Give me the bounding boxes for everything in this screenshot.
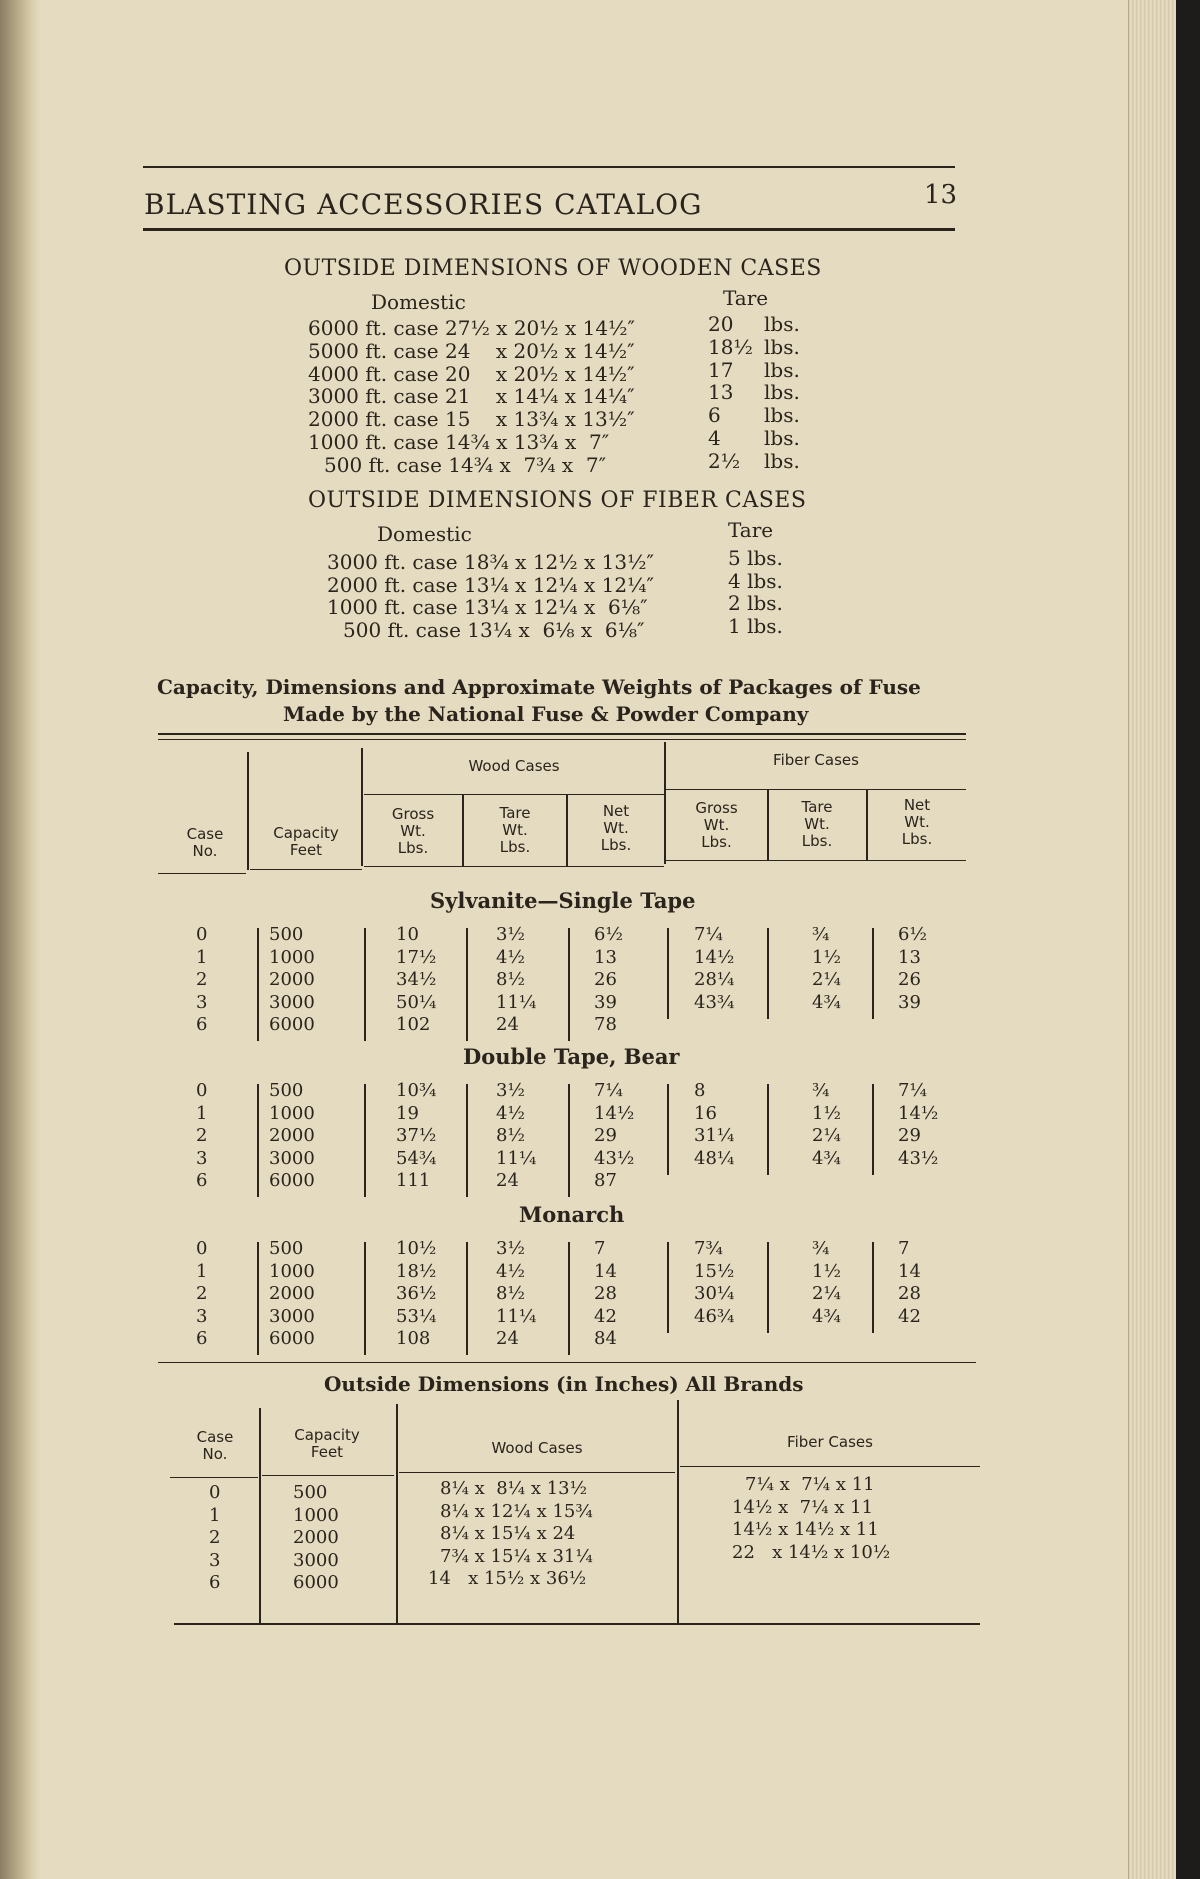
table-cell-case-no: 2: [196, 969, 208, 990]
table-cell-wood-net: 14½: [594, 1102, 635, 1124]
wooden-cases-title: OUTSIDE DIMENSIONS OF WOODEN CASES: [284, 256, 822, 281]
group-column-separator: [568, 928, 570, 1041]
outside-header-rule-fiber: [680, 1466, 980, 1467]
outside-capacity: 3000: [293, 1549, 339, 1571]
table-cell-wood-tare: 4½: [496, 1260, 525, 1282]
outside-header-case-no: Case No.: [196, 1428, 234, 1463]
outside-wood-dimensions: 8¼ x 12¼ x 15¾: [440, 1500, 593, 1522]
wooden-domestic-label: Domestic: [371, 290, 466, 314]
wood-net-header: Net Wt. Lbs.: [600, 802, 632, 854]
outside-capacity: 2000: [293, 1527, 339, 1548]
table-cell-wood-net: 28: [594, 1283, 617, 1304]
table-cell-fiber-gross: 14½: [694, 946, 735, 968]
table-cell-capacity: 1000: [269, 1102, 315, 1124]
capacity-header-capacity: Capacity Feet: [273, 824, 339, 859]
table-cell-wood-net: 84: [594, 1328, 617, 1349]
wooden-case-tare: 20: [708, 312, 734, 336]
wooden-case-dimensions: 1000 ft. case 14¾ x 13¾ x 7″: [308, 430, 610, 454]
table-cell-wood-net: 29: [594, 1125, 617, 1146]
outside-vline-3: [677, 1400, 679, 1623]
outside-case-no: 1: [209, 1504, 221, 1526]
table-cell-case-no: 6: [196, 1014, 208, 1035]
capacity-header-wood-cases: Wood Cases: [468, 757, 560, 775]
wooden-case-tare: 13: [708, 380, 734, 405]
wooden-case-dimensions: 500 ft. case 14¾ x 7¾ x 7″: [324, 452, 607, 477]
table-cell-fiber-net: 26: [898, 969, 921, 990]
table-cell-wood-net: 13: [594, 946, 617, 968]
fiber-tare-header: Tare Wt. Lbs.: [801, 798, 833, 850]
header-bottom-rule: [143, 228, 955, 231]
table-cell-fiber-net: 6½: [898, 924, 927, 945]
fiber-domestic-label: Domestic: [377, 522, 472, 546]
table-cell-wood-gross: 17½: [396, 946, 437, 968]
table-cell-wood-gross: 19: [396, 1102, 419, 1124]
table-cell-wood-net: 7¼: [594, 1080, 623, 1101]
table-cell-fiber-net: 39: [898, 991, 921, 1013]
outside-fiber-dimensions: 14½ x 7¼ x 11: [732, 1496, 874, 1518]
table-cell-wood-net: 26: [594, 969, 617, 990]
table-cell-fiber-tare: 4¾: [812, 991, 841, 1013]
outside-vline-1: [259, 1408, 261, 1623]
table-cell-wood-tare: 11¼: [496, 1305, 537, 1327]
wooden-case-tare: 17: [708, 357, 734, 382]
table-cell-wood-tare: 11¼: [496, 1147, 537, 1169]
fiber-cases-title: OUTSIDE DIMENSIONS OF FIBER CASES: [308, 488, 807, 513]
table-cell-wood-gross: 108: [396, 1328, 431, 1349]
group-column-separator: [257, 1242, 259, 1355]
table-cell-fiber-tare: 4¾: [812, 1305, 841, 1327]
table-cell-fiber-gross: 43¾: [694, 991, 735, 1013]
table-cell-fiber-gross: 15½: [694, 1260, 735, 1282]
table-cell-case-no: 0: [196, 1238, 208, 1259]
header-top-rule: [143, 166, 955, 168]
fiber-case-tare: 5 lbs.: [728, 546, 783, 570]
wooden-case-tare-unit: lbs.: [764, 426, 800, 450]
table-cell-fiber-tare: 2¼: [812, 969, 841, 990]
table-cell-wood-gross: 18½: [396, 1260, 437, 1282]
capacity-vline-1: [247, 752, 249, 870]
table-cell-case-no: 0: [196, 1080, 208, 1101]
table-cell-fiber-net: 14½: [898, 1102, 939, 1124]
table-cell-case-no: 1: [196, 1102, 208, 1124]
table-cell-fiber-gross: 46¾: [694, 1305, 735, 1327]
table-cell-case-no: 3: [196, 1305, 208, 1327]
capacity-bottom-rule: [158, 1362, 976, 1363]
table-cell-wood-tare: 11¼: [496, 991, 537, 1013]
table-cell-capacity: 6000: [269, 1014, 315, 1035]
table-cell-wood-gross: 10¾: [396, 1080, 437, 1101]
brand-group-title: Monarch: [519, 1202, 625, 1227]
table-cell-case-no: 6: [196, 1328, 208, 1349]
brand-group-title: Sylvanite—Single Tape: [430, 888, 696, 913]
group-column-separator: [872, 928, 874, 1019]
wooden-case-tare: 4: [708, 426, 721, 450]
capacity-table-title-2: Made by the National Fuse & Powder Company: [283, 702, 809, 726]
capacity-header-bottom-fiber: [666, 860, 966, 861]
outside-capacity: 1000: [293, 1504, 339, 1526]
table-cell-fiber-tare: 4¾: [812, 1147, 841, 1169]
table-cell-case-no: 3: [196, 991, 208, 1013]
group-column-separator: [466, 928, 468, 1041]
table-cell-wood-net: 43½: [594, 1147, 635, 1169]
capacity-header-bottom-wood: [364, 866, 664, 867]
table-cell-wood-gross: 53¼: [396, 1305, 437, 1327]
capacity-header-fiber-cases: Fiber Cases: [773, 751, 859, 769]
table-cell-wood-gross: 37½: [396, 1125, 437, 1146]
wooden-case-tare-unit: lbs.: [764, 380, 800, 405]
capacity-header-bottom-case: [158, 873, 246, 874]
wooden-case-tare: 18½: [708, 334, 753, 359]
group-column-separator: [872, 1084, 874, 1175]
table-cell-capacity: 3000: [269, 1305, 315, 1327]
outside-header-wood-cases: Wood Cases: [491, 1439, 583, 1457]
outside-wood-dimensions: 14 x 15½ x 36½: [428, 1568, 587, 1589]
table-cell-fiber-tare: 2¼: [812, 1283, 841, 1304]
page-number: 13: [924, 180, 958, 210]
outside-header-capacity: Capacity Feet: [294, 1426, 360, 1461]
outside-fiber-dimensions: 22 x 14½ x 10½: [732, 1541, 891, 1563]
fiber-gross-header: Gross Wt. Lbs.: [695, 799, 738, 851]
table-cell-wood-tare: 8½: [496, 969, 525, 990]
table-cell-fiber-net: 14: [898, 1260, 921, 1282]
table-cell-wood-gross: 102: [396, 1014, 431, 1035]
table-cell-fiber-gross: 28¼: [694, 969, 735, 990]
table-cell-wood-gross: 36½: [396, 1283, 437, 1304]
table-cell-case-no: 3: [196, 1147, 208, 1169]
capacity-vline-4: [462, 794, 464, 866]
group-column-separator: [364, 1084, 366, 1197]
table-cell-fiber-tare: ¾: [812, 1238, 830, 1259]
table-cell-wood-tare: 24: [496, 1170, 519, 1191]
wooden-case-tare-unit: lbs.: [764, 334, 800, 359]
header-title: BLASTING ACCESSORIES CATALOG: [144, 188, 703, 221]
wooden-case-dimensions: 6000 ft. case 27½ x 20½ x 14½″: [308, 316, 635, 340]
table-cell-case-no: 2: [196, 1283, 208, 1304]
wooden-case-tare-unit: lbs.: [764, 357, 800, 382]
table-cell-capacity: 500: [269, 1238, 304, 1259]
fiber-case-tare: 4 lbs.: [728, 568, 783, 593]
table-cell-wood-gross: 54¾: [396, 1147, 437, 1169]
outside-dimensions-title: Outside Dimensions (in Inches) All Brands: [324, 1372, 804, 1396]
table-cell-wood-tare: 3½: [496, 924, 525, 945]
table-cell-wood-tare: 8½: [496, 1125, 525, 1146]
outside-header-rule-wood: [399, 1472, 675, 1473]
group-column-separator: [257, 1084, 259, 1197]
table-cell-capacity: 2000: [269, 1283, 315, 1304]
table-cell-fiber-net: 43½: [898, 1147, 939, 1169]
table-cell-fiber-tare: 1½: [812, 946, 841, 968]
table-cell-fiber-net: 7: [898, 1238, 910, 1259]
group-column-separator: [466, 1242, 468, 1355]
fiber-case-dimensions: 500 ft. case 13¼ x 6⅛ x 6⅛″: [343, 617, 645, 642]
outside-fiber-dimensions: 14½ x 14½ x 11: [732, 1519, 879, 1540]
table-cell-fiber-gross: 30¼: [694, 1283, 735, 1304]
table-cell-fiber-net: 13: [898, 946, 921, 968]
group-column-separator: [667, 1242, 669, 1333]
capacity-table-title-1: Capacity, Dimensions and Approximate Weights of Packages of Fuse: [157, 675, 921, 699]
table-cell-wood-gross: 10½: [396, 1238, 437, 1259]
table-cell-capacity: 2000: [269, 1125, 315, 1146]
outside-vline-2: [396, 1404, 398, 1623]
fiber-case-dimensions: 2000 ft. case 13¼ x 12¼ x 12¼″: [327, 572, 654, 597]
outside-case-no: 6: [209, 1572, 221, 1593]
table-cell-wood-net: 39: [594, 991, 617, 1013]
fiber-case-dimensions: 1000 ft. case 13¼ x 12¼ x 6⅛″: [327, 595, 648, 619]
outside-header-fiber-cases: Fiber Cases: [787, 1433, 873, 1451]
outside-wood-dimensions: 7¾ x 15¼ x 31¼: [440, 1545, 593, 1567]
table-cell-wood-tare: 8½: [496, 1283, 525, 1304]
outside-bottom-rule: [174, 1623, 980, 1625]
group-column-separator: [767, 1242, 769, 1333]
group-column-separator: [364, 1242, 366, 1355]
table-cell-fiber-gross: 48¼: [694, 1147, 735, 1169]
table-cell-wood-gross: 50¼: [396, 991, 437, 1013]
wooden-case-tare-unit: lbs.: [764, 448, 800, 473]
table-cell-capacity: 3000: [269, 991, 315, 1013]
table-cell-case-no: 1: [196, 1260, 208, 1282]
table-cell-fiber-tare: 1½: [812, 1260, 841, 1282]
capacity-top-rule-2: [158, 739, 966, 740]
table-cell-capacity: 1000: [269, 1260, 315, 1282]
table-cell-case-no: 1: [196, 946, 208, 968]
table-cell-wood-net: 14: [594, 1260, 617, 1282]
fiber-net-header: Net Wt. Lbs.: [901, 796, 933, 848]
table-cell-case-no: 2: [196, 1125, 208, 1146]
table-cell-wood-gross: 111: [396, 1170, 431, 1191]
fiber-tare-label: Tare: [728, 518, 774, 542]
wooden-tare-label: Tare: [723, 286, 769, 310]
group-column-separator: [667, 928, 669, 1019]
group-column-separator: [364, 928, 366, 1041]
table-cell-wood-net: 42: [594, 1305, 617, 1327]
table-cell-fiber-gross: 31¼: [694, 1125, 735, 1146]
table-cell-capacity: 3000: [269, 1147, 315, 1169]
table-cell-wood-tare: 3½: [496, 1238, 525, 1259]
table-cell-wood-tare: 4½: [496, 946, 525, 968]
wooden-case-tare-unit: lbs.: [764, 403, 800, 428]
table-cell-wood-net: 78: [594, 1014, 617, 1035]
table-cell-wood-tare: 24: [496, 1328, 519, 1349]
capacity-header-bottom-cap: [250, 869, 362, 870]
outside-case-no: 2: [209, 1527, 221, 1548]
table-cell-fiber-net: 7¼: [898, 1080, 927, 1101]
group-column-separator: [466, 1084, 468, 1197]
wood-tare-header: Tare Wt. Lbs.: [499, 804, 531, 856]
outside-fiber-dimensions: 7¼ x 7¼ x 11: [745, 1474, 875, 1495]
wooden-case-dimensions: 3000 ft. case 21 x 14¼ x 14¼″: [308, 384, 635, 409]
capacity-wood-subheader-rule: [364, 794, 664, 795]
fiber-case-tare: 1 lbs.: [728, 613, 783, 638]
outside-case-no: 3: [209, 1549, 221, 1571]
outside-case-no: 0: [209, 1482, 221, 1503]
table-cell-wood-gross: 10: [396, 924, 419, 945]
table-cell-wood-net: 7: [594, 1238, 606, 1259]
outside-wood-dimensions: 8¼ x 15¼ x 24: [440, 1523, 576, 1544]
capacity-header-case-no: Case No.: [186, 825, 224, 860]
group-column-separator: [568, 1084, 570, 1197]
table-cell-case-no: 0: [196, 924, 208, 945]
table-cell-wood-net: 87: [594, 1170, 617, 1191]
table-cell-wood-tare: 3½: [496, 1080, 525, 1101]
table-cell-wood-net: 6½: [594, 924, 623, 945]
group-column-separator: [872, 1242, 874, 1333]
wooden-case-dimensions: 2000 ft. case 15 x 13¾ x 13½″: [308, 407, 635, 432]
table-cell-fiber-net: 29: [898, 1125, 921, 1146]
capacity-fiber-subheader-rule: [666, 789, 966, 790]
table-cell-fiber-gross: 8: [694, 1080, 706, 1101]
table-cell-capacity: 6000: [269, 1170, 315, 1191]
table-cell-wood-tare: 4½: [496, 1102, 525, 1124]
brand-group-title: Double Tape, Bear: [463, 1044, 680, 1069]
table-cell-case-no: 6: [196, 1170, 208, 1191]
capacity-top-rule-1: [158, 733, 966, 735]
table-cell-wood-tare: 24: [496, 1014, 519, 1035]
table-cell-fiber-tare: ¾: [812, 924, 830, 945]
wood-gross-header: Gross Wt. Lbs.: [391, 805, 435, 857]
table-cell-fiber-net: 28: [898, 1283, 921, 1304]
table-cell-fiber-tare: ¾: [812, 1080, 830, 1101]
capacity-vline-2: [361, 748, 363, 866]
wooden-case-dimensions: 5000 ft. case 24 x 20½ x 14½″: [308, 338, 635, 363]
fiber-case-tare: 2 lbs.: [728, 591, 783, 615]
table-cell-fiber-gross: 7¼: [694, 924, 723, 945]
table-cell-capacity: 2000: [269, 969, 315, 990]
table-cell-fiber-tare: 2¼: [812, 1125, 841, 1146]
group-column-separator: [767, 928, 769, 1019]
group-column-separator: [667, 1084, 669, 1175]
group-column-separator: [257, 928, 259, 1041]
wooden-case-tare: 2½: [708, 448, 741, 473]
fiber-case-dimensions: 3000 ft. case 18¾ x 12½ x 13½″: [327, 550, 654, 574]
wooden-case-tare: 6: [708, 403, 721, 428]
table-cell-fiber-net: 42: [898, 1305, 921, 1327]
table-cell-capacity: 500: [269, 924, 304, 945]
outside-wood-dimensions: 8¼ x 8¼ x 13½: [440, 1478, 588, 1499]
outside-header-rule-cap: [262, 1475, 394, 1476]
outside-capacity: 500: [293, 1482, 328, 1503]
outside-header-rule-case: [170, 1477, 258, 1478]
outside-capacity: 6000: [293, 1572, 339, 1593]
table-cell-fiber-gross: 16: [694, 1102, 717, 1124]
wooden-case-tare-unit: lbs.: [764, 312, 800, 336]
table-cell-fiber-gross: 7¾: [694, 1238, 723, 1259]
wooden-case-dimensions: 4000 ft. case 20 x 20½ x 14½″: [308, 361, 635, 386]
table-cell-wood-gross: 34½: [396, 969, 437, 990]
table-cell-capacity: 500: [269, 1080, 304, 1101]
group-column-separator: [568, 1242, 570, 1355]
table-cell-capacity: 1000: [269, 946, 315, 968]
group-column-separator: [767, 1084, 769, 1175]
table-cell-capacity: 6000: [269, 1328, 315, 1349]
table-cell-fiber-tare: 1½: [812, 1102, 841, 1124]
